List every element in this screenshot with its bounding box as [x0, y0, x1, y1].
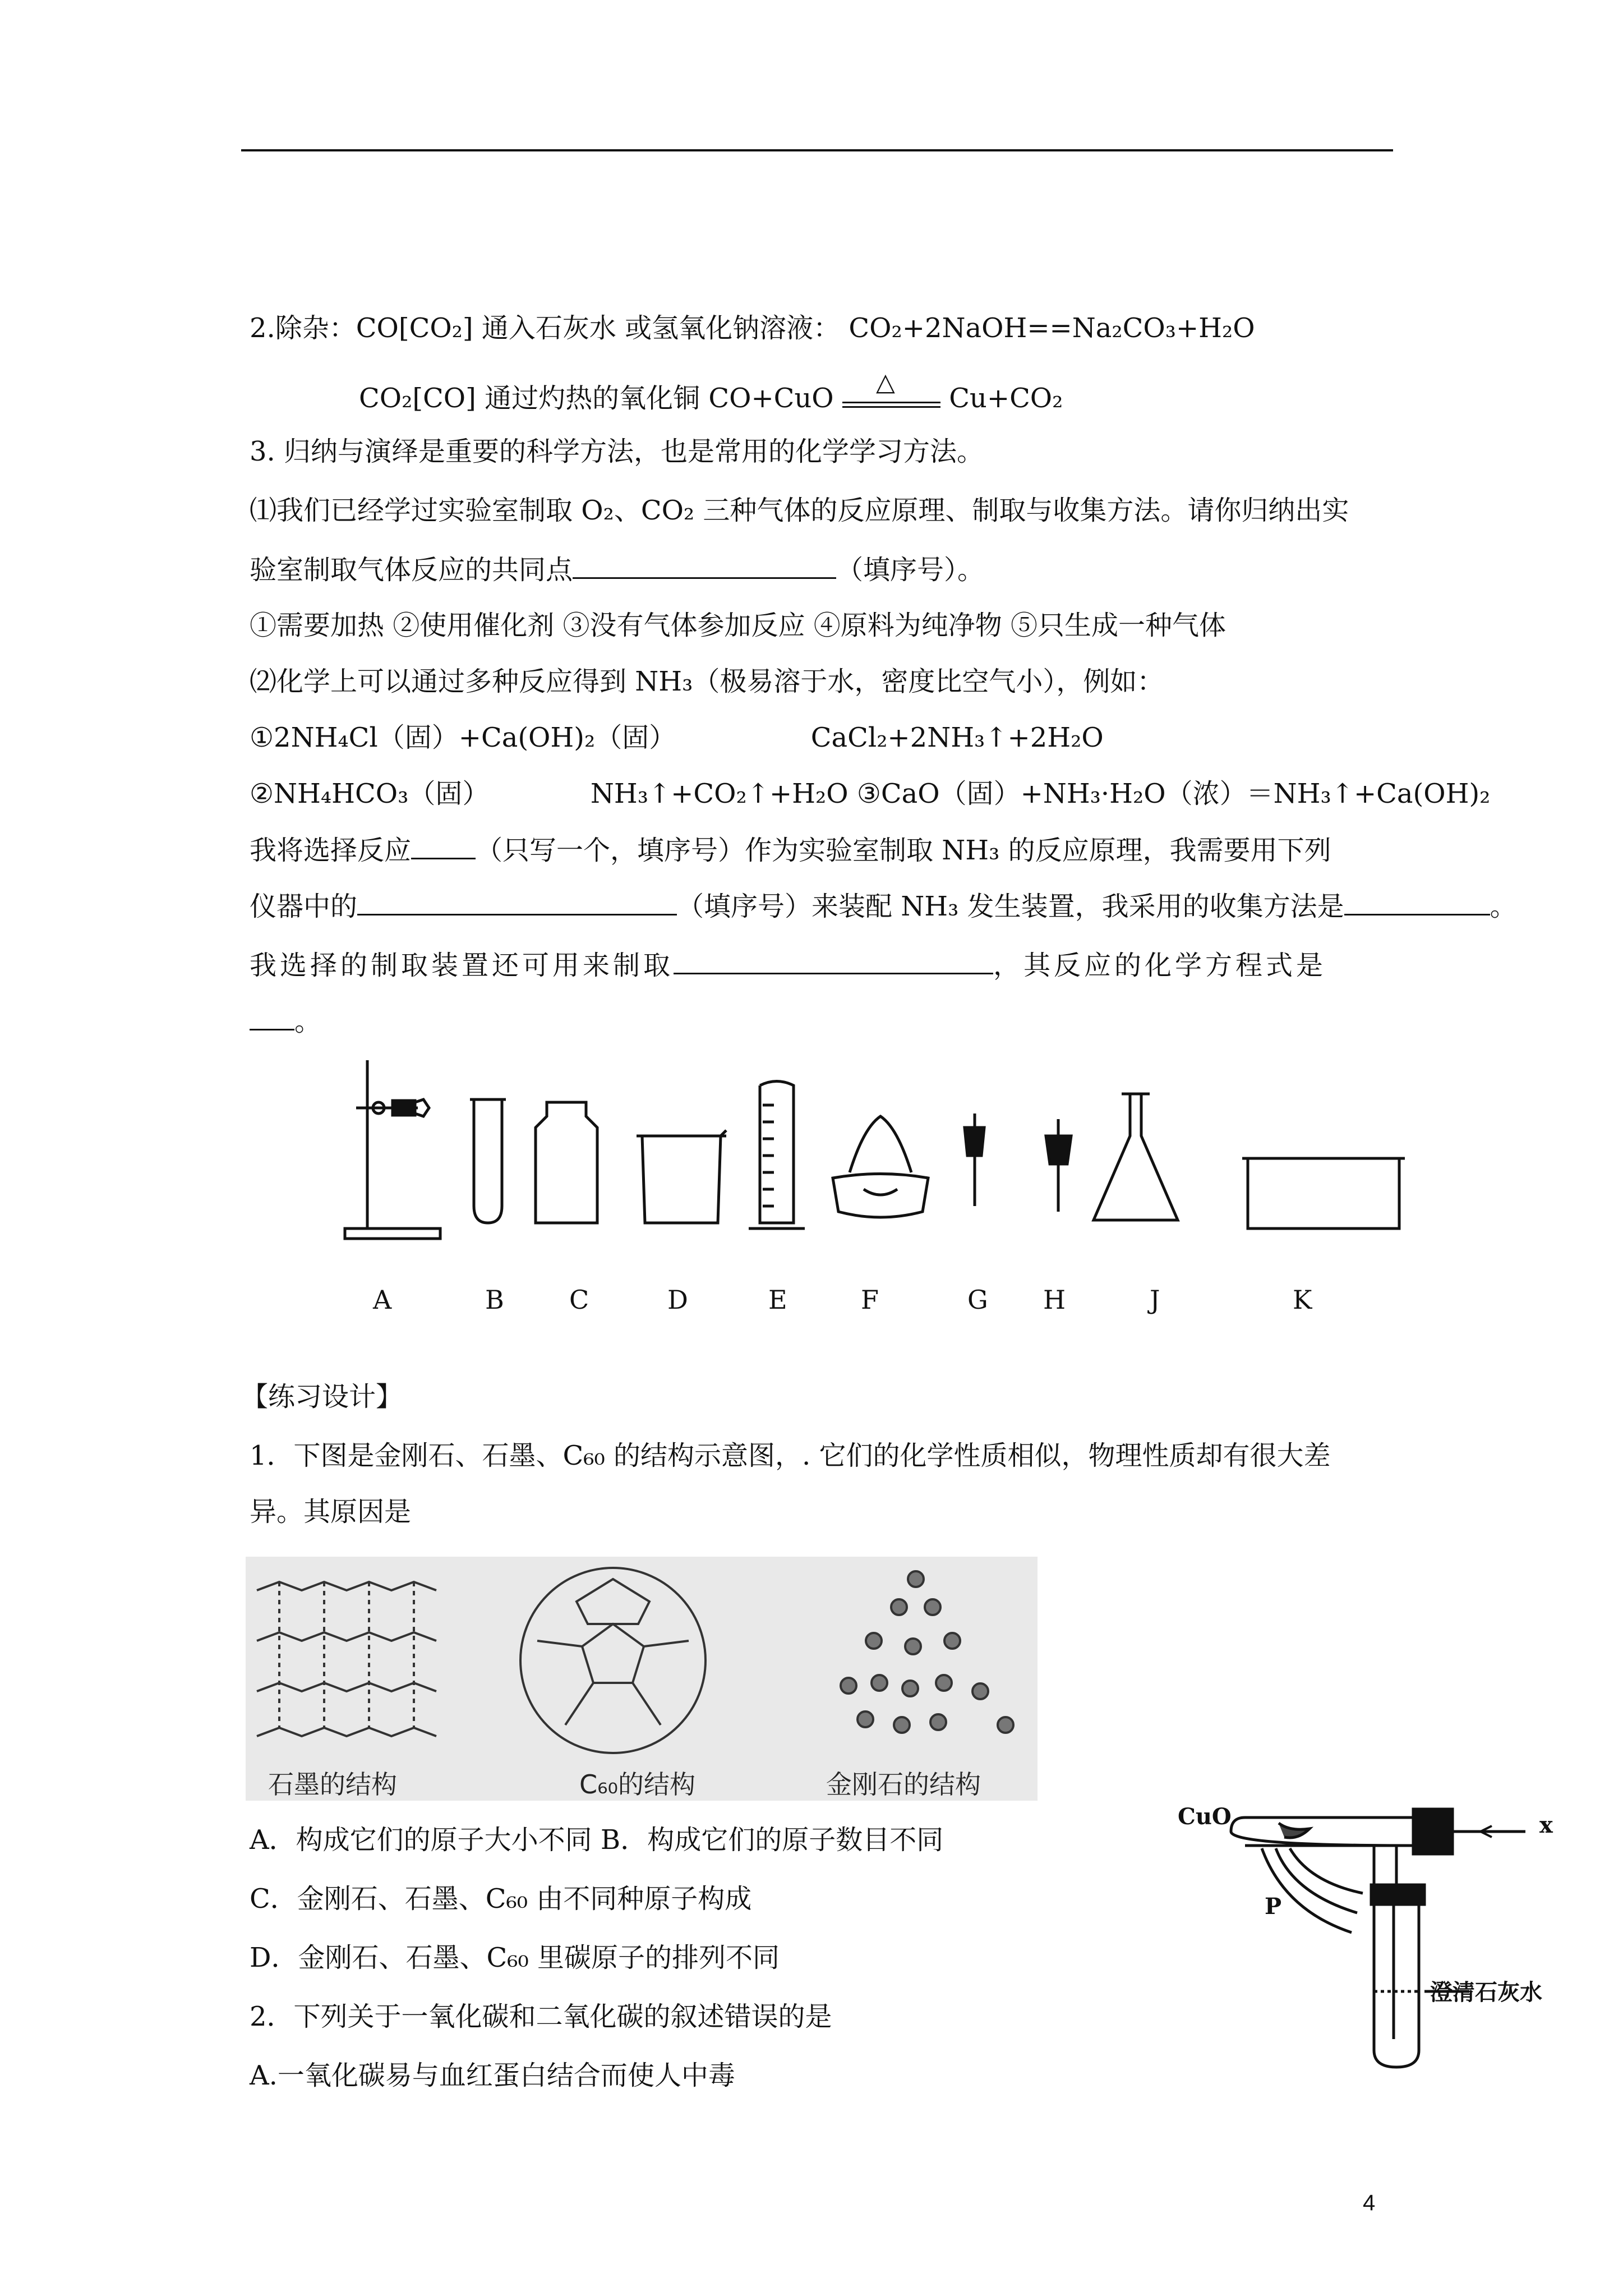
label-g: G: [967, 1285, 988, 1315]
label-f: F: [861, 1285, 879, 1315]
apparatus-select-line: [250, 889, 1517, 923]
label-h: H: [1043, 1285, 1066, 1315]
impurity-removal-text: CO₂[CO] 通过灼热的氧化铜 CO+CuO: [359, 383, 834, 414]
cylinder-e: [760, 1082, 794, 1223]
other-gas-line: [250, 948, 1326, 982]
other-gas-text: 我选择的制取装置还可用来制取: [250, 950, 674, 981]
option-c: C．金刚石、石墨、C₆₀ 由不同种原子构成: [250, 1883, 752, 1915]
label-d: D: [667, 1285, 688, 1315]
heat-symbol: △: [875, 367, 895, 397]
label-c: C: [569, 1285, 589, 1315]
equation-blank-line: [250, 1004, 321, 1038]
flask-j: [1094, 1094, 1178, 1220]
reaction-2-3-products: NH₃↑+CO₂↑+H₂O ③CaO（固）+NH₃·H₂O（浓）＝NH₃↑+Ca(OH)₂: [590, 778, 1491, 809]
iron-stand-a: [345, 1060, 440, 1239]
select-reaction-line: [250, 833, 1331, 867]
answer-blank-apparatus[interactable]: [357, 889, 677, 915]
beaker-d: [642, 1130, 726, 1223]
caption-diamond: 金刚石的结构: [826, 1769, 981, 1800]
carbon-structure-figure: [246, 1557, 1038, 1801]
answer-blank-other-gas[interactable]: [674, 948, 993, 974]
cuo-apparatus-drawing: [1178, 1792, 1593, 2078]
impurity-removal-product: Cu+CO₂: [949, 383, 1063, 414]
label-a: A: [373, 1285, 392, 1315]
question-2: 2．下列关于一氧化碳和二氧化碳的叙述错误的是: [250, 2001, 832, 2032]
alcohol-lamp-f: [833, 1116, 928, 1217]
cuo-label: CuO: [1178, 1803, 1232, 1830]
p-label: P: [1265, 1893, 1282, 1920]
reaction-2-3: [250, 777, 1490, 811]
label-b: B: [485, 1285, 504, 1315]
label-j: J: [1150, 1285, 1160, 1315]
carbon-structure-drawing: [246, 1557, 1038, 1759]
limewater-label: 澄清石灰水: [1430, 1980, 1542, 2005]
equation-text: ，其反应的化学方程式是: [993, 950, 1327, 981]
trough-k: [1248, 1158, 1399, 1228]
test-tube-b: [474, 1099, 502, 1223]
question-1-line-1: 1．下图是金刚石、石墨、C₆₀ 的结构示意图，. 它们的化学性质相似，物理性质却有很大差: [250, 1440, 1331, 1471]
cuo-reduction-figure: [1178, 1792, 1593, 2078]
answer-blank-equation[interactable]: [250, 1004, 294, 1030]
answer-blank-common-point[interactable]: [573, 553, 836, 579]
apparatus-figure: [325, 1043, 1436, 1268]
impurity-removal-line-2: [359, 367, 1063, 415]
caption-graphite: 石墨的结构: [268, 1769, 397, 1800]
header-rule: [241, 149, 1393, 151]
option-a-b: A．构成它们的原子大小不同 B．构成它们的原子数目不同: [250, 1824, 944, 1856]
reaction-1-products: CaCl₂+2NH₃↑+2H₂O: [810, 722, 1104, 753]
practice-heading: 【练习设计】: [241, 1381, 403, 1412]
period-2: 。: [294, 1006, 322, 1037]
reaction-2-reactant: ②NH₄HCO₃（固）: [250, 778, 490, 809]
graphite-structure: [257, 1582, 436, 1736]
c60-structure: [520, 1568, 706, 1753]
apparatus-select-text: 仪器中的: [250, 891, 358, 922]
select-reaction-text-2: （只写一个，填序号）作为实验室制取 NH₃ 的反应原理，我需要用下列: [476, 835, 1331, 866]
label-e: E: [768, 1285, 787, 1315]
heat-arrow: [842, 367, 940, 412]
fill-hint: （填序号）。: [836, 554, 985, 586]
common-point-text: 验室制取气体反应的共同点: [250, 554, 573, 586]
answer-blank-collection[interactable]: [1344, 889, 1490, 915]
method-intro: 3. 归纳与演绎是重要的科学方法，也是常用的化学学习方法。: [250, 436, 984, 467]
label-k: K: [1293, 1285, 1312, 1315]
reaction-1: [250, 721, 1104, 754]
option-d: D．金刚石、石墨、C₆₀ 里碳原子的排列不同: [250, 1942, 780, 1973]
question-part-1: ⑴我们已经学过实验室制取 O₂、CO₂ 三种气体的反应原理、制取与收集方法。请你归纳出实: [250, 495, 1349, 526]
period: 。: [1490, 891, 1517, 922]
reaction-1-reactants: ①2NH₄Cl（固）+Ca(OH)₂（固）: [250, 722, 676, 753]
apparatus-select-text-2: （填序号）来装配 NH₃ 发生装置，我采用的收集方法是: [677, 891, 1344, 922]
answer-blank-reaction[interactable]: [411, 833, 476, 859]
choice-list: ①需要加热 ②使用催化剂 ③没有气体参加反应 ④原料为纯净物 ⑤只生成一种气体: [250, 610, 1227, 641]
diamond-structure: [841, 1571, 1013, 1733]
select-reaction-text: 我将选择反应: [250, 835, 412, 866]
question-part-1-cont: [250, 553, 984, 587]
question-2-option-a: A.一氧化碳易与血红蛋白结合而使人中毒: [250, 2060, 735, 2091]
question-part-2: ⑵化学上可以通过多种反应得到 NH₃（极易溶于水，密度比空气小），例如：: [250, 666, 1164, 697]
question-1-line-2: 异。其原因是: [250, 1496, 412, 1527]
bottle-c: [536, 1102, 597, 1223]
caption-c60: C₆₀的结构: [579, 1769, 695, 1800]
page-number: 4: [1363, 2191, 1376, 2215]
impurity-removal-line-1: 2.除杂：CO[CO₂] 通入石灰水 或氢氧化钠溶液： CO₂+2NaOH==Na₂CO₃+H₂O: [250, 312, 1255, 344]
x-label: x: [1539, 1812, 1553, 1838]
